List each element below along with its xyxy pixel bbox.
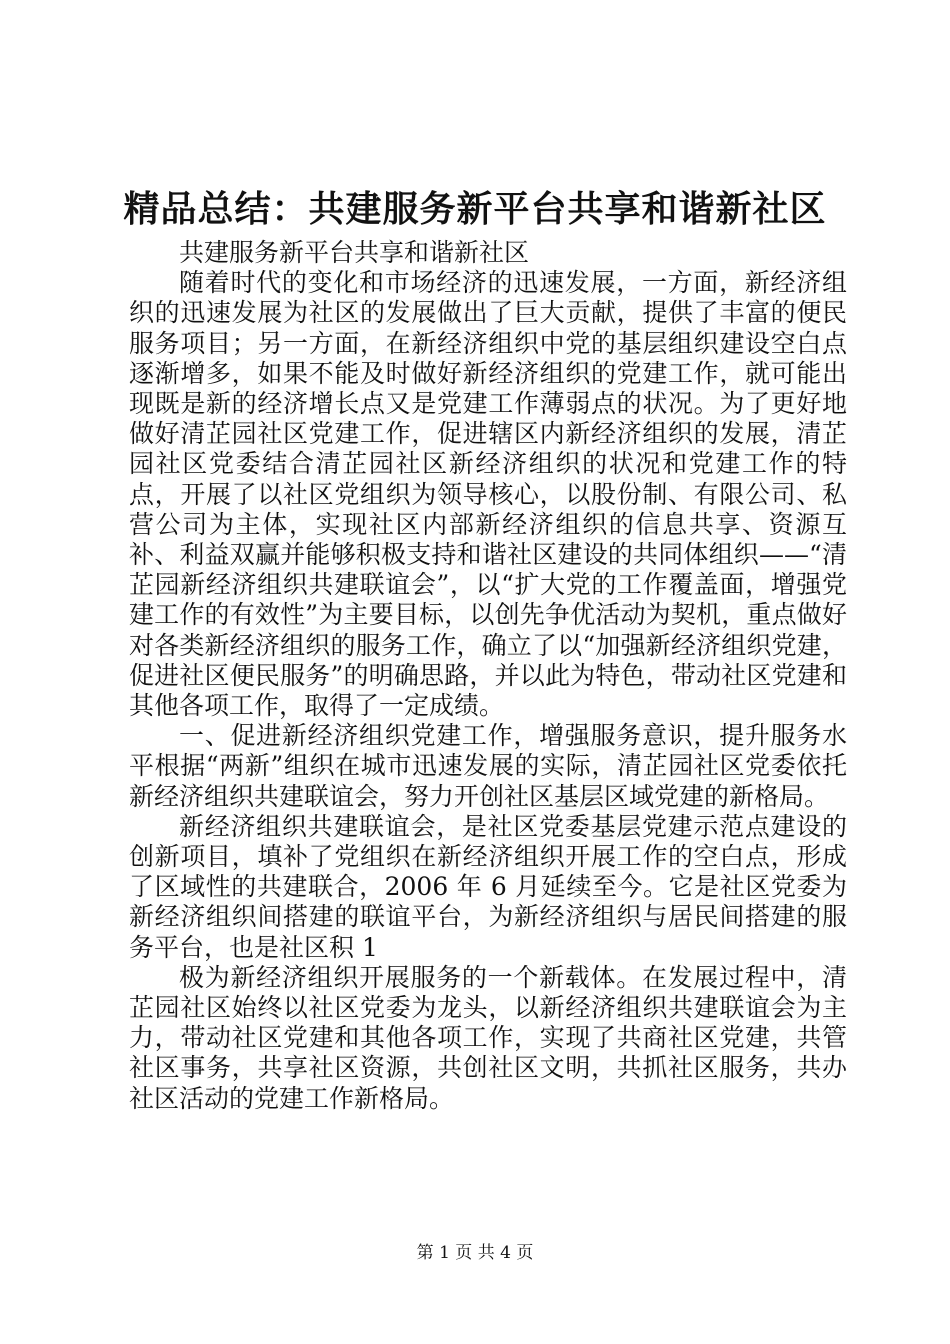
paragraph-section-one: 一、促进新经济组织党建工作，增强服务意识，提升服务水平根据“两新”组织在城市迅速发展的实际，清芷园社区党委依托新经济组织共建联谊会，努力开创社区基层区域党建的新格局。 xyxy=(129,721,847,811)
paragraph-intro: 随着时代的变化和市场经济的迅速发展，一方面，新经济组织的迅速发展为社区的发展做出了巨大贡献，提供了丰富的便民服务项目；另一方面，在新经济组织中党的基层组织建设空白点逐渐增多，如果不能及时做好新经济组织的党建工作，就可能出现既是新的经济增长点又是党建工作薄弱点的状况。为了更好地做好清芷园社区党建工作，促进辖区内新经济组织的发展，清芷园社区党委结合清芷园社区新经济组织的状况和党建工作的特点，开展了以社区党组织为领导核心，以股份制、有限公司、私营公司为主体，实现社区内部新经济组织的信息共享、资源互补、利益双赢并能够积极支持和谐社区建设的共同体组织——“清芷园新经济组织共建联谊会”，以“扩大党的工作覆盖面，增强党建工作的有效性”为主要目标，以创先争优活动为契机，重点做好对各类新经济组织的服务工作，确立了以“加强新经济组织党建，促进社区便民服务”的明确思路，并以此为特色，带动社区党建和其他各项工作，取得了一定成绩。 xyxy=(129,268,847,721)
paragraph-development: 极为新经济组织开展服务的一个新载体。在发展过程中，清芷园社区始终以社区党委为龙头，以新经济组织共建联谊会为主力，带动社区党建和其他各项工作，实现了共商社区党建，共管社区事务，共享社区资源，共创社区文明，共抓社区服务，共办社区活动的党建工作新格局。 xyxy=(129,962,847,1113)
page-number-footer: 第 1 页 共 4 页 xyxy=(416,1243,534,1263)
paragraph-subtitle: 共建服务新平台共享和谐新社区 xyxy=(179,238,530,267)
document-title: 精品总结：共建服务新平台共享和谐新社区 xyxy=(123,189,827,230)
paragraph-association: 新经济组织共建联谊会，是社区党委基层党建示范点建设的创新项目，填补了党组织在新经济组织开展工作的空白点，形成了区域性的共建联合，2006 年 6 月延续至今。它是社区党委为新经济组织间搭建的联谊平台，为新经济组织与居民间搭建的服务平台，也是社区积 1 xyxy=(129,811,847,962)
document-body xyxy=(129,238,847,1114)
